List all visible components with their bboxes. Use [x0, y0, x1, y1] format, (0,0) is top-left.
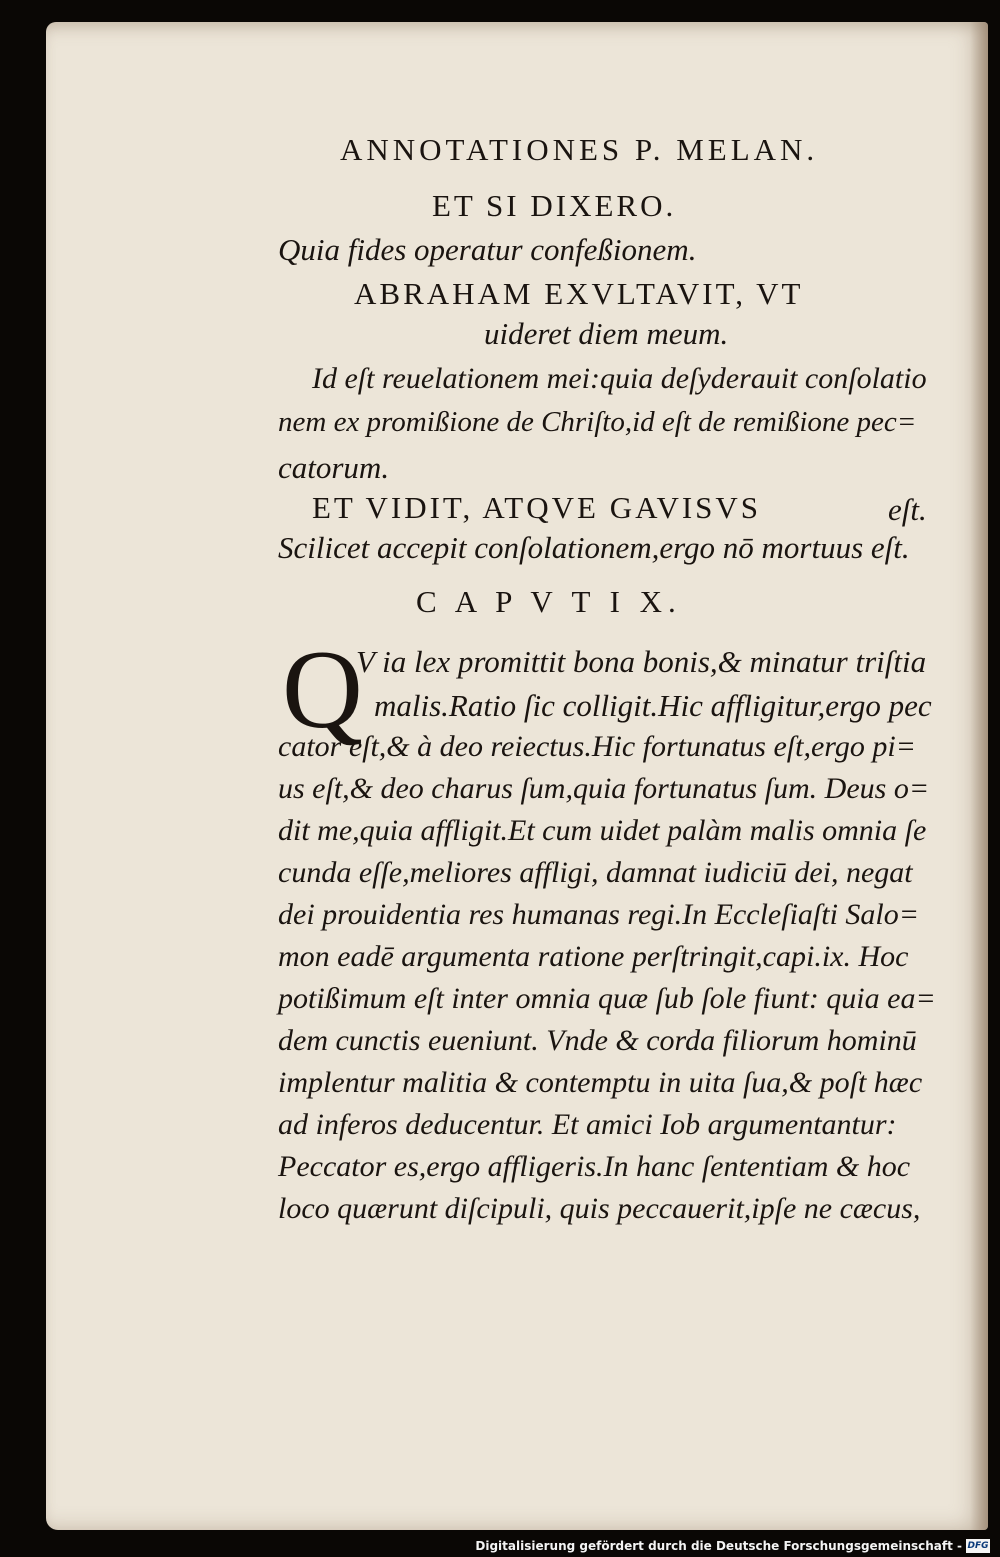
- heading-et-vidit: ET VIDIT, ATQVE GAVISVS: [312, 490, 762, 525]
- heading-et-si-dixero: ET SI DIXERO.: [432, 188, 677, 223]
- text-line: dei prouidentia res humanas regi.In Eccleſiaſti Salo=: [278, 898, 919, 931]
- text-line: dit me,quia affligit.Et cum uidet palàm malis omnia ſe: [278, 814, 927, 847]
- text-word: eſt.: [888, 492, 927, 527]
- chapter-heading: C A P V T I X.: [416, 584, 682, 619]
- text-line: V ia lex promittit bona bonis,& minatur triſtia: [356, 644, 927, 679]
- text-line: dem cunctis eueniunt. Vnde & corda filiorum hominū: [278, 1024, 917, 1057]
- text-line: malis.Ratio ſic colligit.Hic affligitur,ergo pec: [374, 688, 932, 723]
- dfg-logo-icon: DFG: [967, 1541, 989, 1551]
- text-line: ad inferos deducentur. Et amici Iob argumentantur:: [278, 1108, 897, 1141]
- running-head: ANNOTATIONES P. MELAN.: [340, 132, 819, 167]
- text-line: Quia fides operatur confeßionem.: [278, 232, 697, 267]
- text-line: nem ex promißione de Chriſto,id eſt de remißione pec=: [278, 406, 917, 438]
- text-line: cunda eſſe,meliores affligi, damnat iudiciū dei, negat: [278, 856, 913, 889]
- text-line: Peccator es,ergo affligeris.In hanc ſententiam & hoc: [278, 1150, 911, 1183]
- text-line: Id eſt reuelationem mei:quia deſyderauit conſolatio: [312, 362, 927, 395]
- drop-cap: Q: [282, 628, 363, 752]
- page-edge-shadow: [970, 22, 988, 1530]
- text-line: mon eadē argumenta ratione perſtringit,capi.ix. Hoc: [278, 940, 909, 973]
- text-line: potißimum eſt inter omnia quæ ſub ſole fiunt: quia ea=: [278, 982, 936, 1015]
- text-line: catorum.: [278, 450, 390, 485]
- text-line: us eſt,& deo charus ſum,quia fortunatus ſum. Deus o=: [278, 772, 930, 805]
- footer-credit: Digitalisierung gefördert durch die Deutsche Forschungsgemeinschaft -: [475, 1539, 962, 1553]
- text-line: cator eſt,& à deo reiectus.Hic fortunatus eſt,ergo pi=: [278, 730, 916, 763]
- text-line: loco quærunt diſcipuli, quis peccauerit,ipſe ne cæcus,: [278, 1192, 921, 1225]
- text-line: uideret diem meum.: [484, 316, 729, 351]
- text-line: Scilicet accepit conſolationem,ergo nō mortuus eſt.: [278, 530, 910, 565]
- heading-abraham: ABRAHAM EXVLTAVIT, VT: [354, 276, 804, 311]
- text-line: implentur malitia & contemptu in uita ſua,& poſt hæc: [278, 1066, 923, 1099]
